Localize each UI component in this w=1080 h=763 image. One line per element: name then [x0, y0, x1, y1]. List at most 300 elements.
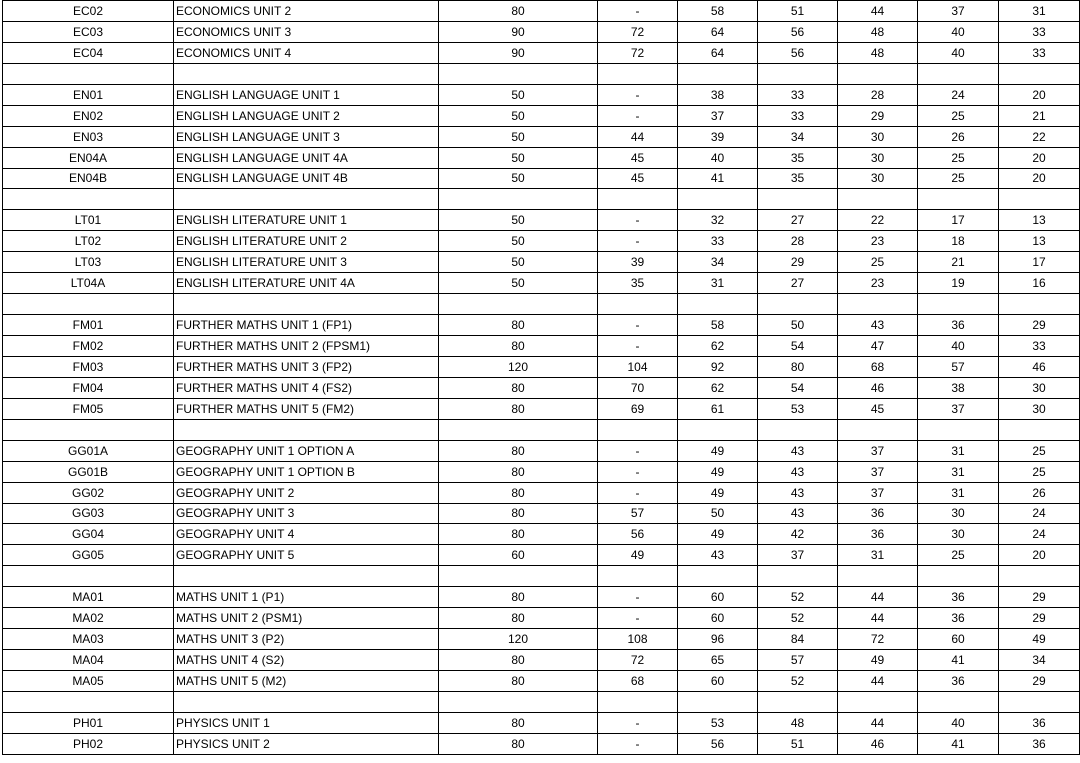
grade-e-cell: 34 [999, 650, 1080, 671]
grade-c-cell: 30 [838, 126, 918, 147]
max-mark-cell: 80 [439, 461, 598, 482]
grade-e-cell: 20 [999, 545, 1080, 566]
max-mark-cell: 80 [439, 671, 598, 692]
a-star-cell [598, 691, 678, 712]
table-row [3, 168, 1080, 189]
grade-d-cell [918, 691, 999, 712]
table-row [3, 105, 1080, 126]
grade-a-cell: 49 [678, 482, 758, 503]
grade-e-cell: 36 [999, 733, 1080, 754]
unit-code-cell [3, 691, 174, 712]
table-row [3, 84, 1080, 105]
a-star-cell: 57 [598, 503, 678, 524]
grade-d-cell [918, 63, 999, 84]
max-mark-cell: 80 [439, 315, 598, 336]
grade-d-cell: 60 [918, 629, 999, 650]
grade-a-cell [678, 566, 758, 587]
table-row [3, 461, 1080, 482]
a-star-cell: 70 [598, 377, 678, 398]
unit-code-cell: FM05 [3, 398, 174, 419]
grade-a-cell: 49 [678, 524, 758, 545]
grade-e-cell: 30 [999, 377, 1080, 398]
unit-code-cell [3, 63, 174, 84]
unit-title-cell: ENGLISH LANGUAGE UNIT 2 [174, 105, 439, 126]
grade-a-cell: 58 [678, 1, 758, 22]
grade-e-cell: 26 [999, 482, 1080, 503]
table-row [3, 315, 1080, 336]
grade-b-cell: 35 [758, 168, 838, 189]
grade-a-cell: 33 [678, 231, 758, 252]
max-mark-cell: 50 [439, 105, 598, 126]
grade-c-cell: 44 [838, 587, 918, 608]
grade-e-cell: 25 [999, 440, 1080, 461]
unit-code-cell [3, 294, 174, 315]
grade-b-cell: 54 [758, 336, 838, 357]
table-row [3, 231, 1080, 252]
a-star-cell: - [598, 482, 678, 503]
grade-c-cell: 49 [838, 650, 918, 671]
grade-c-cell: 46 [838, 377, 918, 398]
unit-code-cell: EC04 [3, 42, 174, 63]
table-row [3, 440, 1080, 461]
unit-code-cell [3, 566, 174, 587]
max-mark-cell: 90 [439, 42, 598, 63]
max-mark-cell: 80 [439, 608, 598, 629]
grade-b-cell: 34 [758, 126, 838, 147]
table-row [3, 377, 1080, 398]
grade-b-cell: 33 [758, 84, 838, 105]
grade-b-cell [758, 294, 838, 315]
unit-title-cell: ENGLISH LITERATURE UNIT 4A [174, 273, 439, 294]
unit-code-cell: MA02 [3, 608, 174, 629]
grade-b-cell [758, 189, 838, 210]
unit-title-cell: MATHS UNIT 3 (P2) [174, 629, 439, 650]
table-row [3, 252, 1080, 273]
grade-a-cell: 65 [678, 650, 758, 671]
grade-e-cell: 29 [999, 671, 1080, 692]
a-star-cell: 104 [598, 356, 678, 377]
unit-title-cell [174, 566, 439, 587]
grade-e-cell: 24 [999, 503, 1080, 524]
grade-c-cell: 44 [838, 608, 918, 629]
a-star-cell: 35 [598, 273, 678, 294]
unit-code-cell: PH02 [3, 733, 174, 754]
grade-d-cell: 25 [918, 545, 999, 566]
a-star-cell: 72 [598, 650, 678, 671]
table-row [3, 1, 1080, 22]
unit-code-cell: GG01A [3, 440, 174, 461]
unit-code-cell: LT04A [3, 273, 174, 294]
a-star-cell: 108 [598, 629, 678, 650]
grade-b-cell: 37 [758, 545, 838, 566]
unit-title-cell [174, 419, 439, 440]
grade-c-cell: 36 [838, 503, 918, 524]
grade-b-cell: 50 [758, 315, 838, 336]
grade-b-cell: 33 [758, 105, 838, 126]
grade-c-cell: 47 [838, 336, 918, 357]
grade-c-cell: 37 [838, 461, 918, 482]
grade-e-cell: 36 [999, 712, 1080, 733]
grade-d-cell: 25 [918, 105, 999, 126]
grade-c-cell [838, 294, 918, 315]
table-row [3, 21, 1080, 42]
max-mark-cell: 50 [439, 147, 598, 168]
grade-d-cell: 57 [918, 356, 999, 377]
a-star-cell: - [598, 733, 678, 754]
grade-e-cell: 13 [999, 231, 1080, 252]
unit-code-cell: LT01 [3, 210, 174, 231]
grade-e-cell: 33 [999, 336, 1080, 357]
grade-c-cell [838, 419, 918, 440]
max-mark-cell: 50 [439, 210, 598, 231]
grade-b-cell: 53 [758, 398, 838, 419]
unit-code-cell: GG01B [3, 461, 174, 482]
grade-a-cell [678, 419, 758, 440]
unit-title-cell: GEOGRAPHY UNIT 1 OPTION A [174, 440, 439, 461]
grade-a-cell: 37 [678, 105, 758, 126]
table-row [3, 545, 1080, 566]
unit-code-cell: EN02 [3, 105, 174, 126]
grade-a-cell: 32 [678, 210, 758, 231]
grade-b-cell: 27 [758, 210, 838, 231]
table-row [3, 336, 1080, 357]
table-row [3, 671, 1080, 692]
grade-e-cell [999, 63, 1080, 84]
table-row [3, 210, 1080, 231]
grade-a-cell: 64 [678, 21, 758, 42]
grade-c-cell: 30 [838, 147, 918, 168]
grade-c-cell: 29 [838, 105, 918, 126]
unit-code-cell: GG03 [3, 503, 174, 524]
unit-code-cell [3, 189, 174, 210]
grade-a-cell: 53 [678, 712, 758, 733]
max-mark-cell: 80 [439, 336, 598, 357]
grade-d-cell: 40 [918, 42, 999, 63]
unit-title-cell: ENGLISH LANGUAGE UNIT 3 [174, 126, 439, 147]
grade-d-cell: 40 [918, 21, 999, 42]
a-star-cell: 72 [598, 21, 678, 42]
a-star-cell: 39 [598, 252, 678, 273]
grade-a-cell: 60 [678, 608, 758, 629]
grade-c-cell: 45 [838, 398, 918, 419]
unit-code-cell: MA05 [3, 671, 174, 692]
max-mark-cell: 50 [439, 252, 598, 273]
unit-code-cell: EC02 [3, 1, 174, 22]
max-mark-cell: 80 [439, 733, 598, 754]
grade-b-cell: 43 [758, 440, 838, 461]
a-star-cell: - [598, 210, 678, 231]
grade-c-cell: 44 [838, 671, 918, 692]
grade-d-cell: 41 [918, 650, 999, 671]
max-mark-cell [439, 63, 598, 84]
unit-title-cell: MATHS UNIT 2 (PSM1) [174, 608, 439, 629]
unit-title-cell [174, 294, 439, 315]
a-star-cell: - [598, 315, 678, 336]
max-mark-cell: 80 [439, 650, 598, 671]
spacer-row [3, 691, 1080, 712]
max-mark-cell: 80 [439, 1, 598, 22]
unit-title-cell: ECONOMICS UNIT 3 [174, 21, 439, 42]
grade-c-cell: 28 [838, 84, 918, 105]
grade-d-cell: 30 [918, 503, 999, 524]
max-mark-cell [439, 691, 598, 712]
grade-b-cell: 51 [758, 733, 838, 754]
grade-b-cell: 56 [758, 42, 838, 63]
a-star-cell [598, 419, 678, 440]
max-mark-cell: 50 [439, 273, 598, 294]
a-star-cell: 45 [598, 147, 678, 168]
grade-c-cell: 25 [838, 252, 918, 273]
grade-d-cell: 30 [918, 524, 999, 545]
unit-title-cell [174, 63, 439, 84]
grade-e-cell: 33 [999, 42, 1080, 63]
grade-b-cell: 52 [758, 608, 838, 629]
a-star-cell: - [598, 440, 678, 461]
grade-b-cell: 56 [758, 21, 838, 42]
grade-c-cell: 36 [838, 524, 918, 545]
a-star-cell: - [598, 336, 678, 357]
grade-c-cell: 46 [838, 733, 918, 754]
grade-c-cell: 43 [838, 315, 918, 336]
a-star-cell: 72 [598, 42, 678, 63]
grade-b-cell: 48 [758, 712, 838, 733]
grade-a-cell: 64 [678, 42, 758, 63]
unit-code-cell: FM03 [3, 356, 174, 377]
unit-title-cell: ENGLISH LITERATURE UNIT 3 [174, 252, 439, 273]
grade-b-cell: 43 [758, 482, 838, 503]
unit-code-cell: EN01 [3, 84, 174, 105]
grade-a-cell: 49 [678, 440, 758, 461]
unit-title-cell: MATHS UNIT 4 (S2) [174, 650, 439, 671]
grade-b-cell [758, 63, 838, 84]
grade-b-cell: 43 [758, 461, 838, 482]
table-row [3, 524, 1080, 545]
a-star-cell [598, 189, 678, 210]
a-star-cell: 45 [598, 168, 678, 189]
grade-boundaries-table [2, 0, 1080, 755]
grade-a-cell: 92 [678, 356, 758, 377]
unit-code-cell: EC03 [3, 21, 174, 42]
grade-d-cell: 36 [918, 671, 999, 692]
max-mark-cell: 80 [439, 482, 598, 503]
max-mark-cell: 80 [439, 524, 598, 545]
unit-code-cell: LT02 [3, 231, 174, 252]
table-row [3, 608, 1080, 629]
spacer-row [3, 294, 1080, 315]
max-mark-cell [439, 294, 598, 315]
unit-title-cell: FURTHER MATHS UNIT 5 (FM2) [174, 398, 439, 419]
grade-e-cell: 22 [999, 126, 1080, 147]
grade-a-cell: 49 [678, 461, 758, 482]
unit-title-cell: ENGLISH LANGUAGE UNIT 1 [174, 84, 439, 105]
max-mark-cell: 80 [439, 440, 598, 461]
grade-a-cell: 58 [678, 315, 758, 336]
a-star-cell [598, 294, 678, 315]
max-mark-cell: 80 [439, 587, 598, 608]
table-row [3, 126, 1080, 147]
unit-code-cell: LT03 [3, 252, 174, 273]
unit-title-cell: ENGLISH LANGUAGE UNIT 4B [174, 168, 439, 189]
unit-code-cell: GG04 [3, 524, 174, 545]
unit-code-cell: EN04A [3, 147, 174, 168]
grade-e-cell: 24 [999, 524, 1080, 545]
max-mark-cell: 60 [439, 545, 598, 566]
a-star-cell: - [598, 712, 678, 733]
grade-c-cell [838, 691, 918, 712]
max-mark-cell: 50 [439, 126, 598, 147]
a-star-cell: 68 [598, 671, 678, 692]
grade-e-cell [999, 419, 1080, 440]
grade-c-cell: 48 [838, 21, 918, 42]
max-mark-cell: 120 [439, 629, 598, 650]
a-star-cell: 56 [598, 524, 678, 545]
table-row [3, 482, 1080, 503]
max-mark-cell: 80 [439, 712, 598, 733]
table-row [3, 273, 1080, 294]
unit-title-cell: FURTHER MATHS UNIT 3 (FP2) [174, 356, 439, 377]
grade-e-cell: 29 [999, 587, 1080, 608]
max-mark-cell [439, 566, 598, 587]
unit-title-cell: ECONOMICS UNIT 2 [174, 1, 439, 22]
table-row [3, 587, 1080, 608]
grade-e-cell: 31 [999, 1, 1080, 22]
spacer-row [3, 189, 1080, 210]
max-mark-cell: 50 [439, 231, 598, 252]
grade-d-cell [918, 294, 999, 315]
grade-b-cell: 51 [758, 1, 838, 22]
table-row [3, 42, 1080, 63]
grade-d-cell: 36 [918, 315, 999, 336]
grade-a-cell: 43 [678, 545, 758, 566]
a-star-cell: 49 [598, 545, 678, 566]
grade-a-cell: 61 [678, 398, 758, 419]
grade-c-cell: 44 [838, 1, 918, 22]
grade-b-cell: 28 [758, 231, 838, 252]
grade-a-cell: 60 [678, 671, 758, 692]
unit-title-cell: ENGLISH LITERATURE UNIT 1 [174, 210, 439, 231]
unit-code-cell: MA01 [3, 587, 174, 608]
grade-d-cell: 17 [918, 210, 999, 231]
unit-code-cell [3, 419, 174, 440]
unit-code-cell: FM04 [3, 377, 174, 398]
grade-b-cell: 29 [758, 252, 838, 273]
grade-e-cell: 46 [999, 356, 1080, 377]
grade-b-cell [758, 691, 838, 712]
grade-c-cell: 37 [838, 440, 918, 461]
grade-b-cell: 52 [758, 671, 838, 692]
grade-a-cell: 60 [678, 587, 758, 608]
a-star-cell: - [598, 608, 678, 629]
grade-c-cell: 68 [838, 356, 918, 377]
grade-d-cell: 24 [918, 84, 999, 105]
grade-d-cell: 37 [918, 398, 999, 419]
grade-b-cell [758, 566, 838, 587]
max-mark-cell: 120 [439, 356, 598, 377]
grade-a-cell: 34 [678, 252, 758, 273]
grade-e-cell: 20 [999, 168, 1080, 189]
spacer-row [3, 63, 1080, 84]
grade-d-cell: 31 [918, 440, 999, 461]
grade-b-cell: 80 [758, 356, 838, 377]
unit-title-cell: FURTHER MATHS UNIT 2 (FPSM1) [174, 336, 439, 357]
grade-e-cell: 13 [999, 210, 1080, 231]
max-mark-cell [439, 419, 598, 440]
grade-b-cell: 84 [758, 629, 838, 650]
grade-c-cell: 23 [838, 231, 918, 252]
grade-d-cell: 38 [918, 377, 999, 398]
grade-c-cell [838, 63, 918, 84]
a-star-cell: 69 [598, 398, 678, 419]
unit-title-cell: FURTHER MATHS UNIT 1 (FP1) [174, 315, 439, 336]
grade-e-cell: 30 [999, 398, 1080, 419]
grade-e-cell: 21 [999, 105, 1080, 126]
grade-e-cell: 49 [999, 629, 1080, 650]
grade-d-cell: 18 [918, 231, 999, 252]
grade-a-cell: 62 [678, 377, 758, 398]
table-row [3, 733, 1080, 754]
grade-c-cell: 31 [838, 545, 918, 566]
grade-a-cell: 38 [678, 84, 758, 105]
a-star-cell: - [598, 461, 678, 482]
unit-code-cell: EN03 [3, 126, 174, 147]
grade-c-cell: 72 [838, 629, 918, 650]
unit-code-cell: GG05 [3, 545, 174, 566]
grade-a-cell [678, 691, 758, 712]
unit-title-cell: MATHS UNIT 5 (M2) [174, 671, 439, 692]
table-row [3, 147, 1080, 168]
grade-b-cell: 52 [758, 587, 838, 608]
grade-a-cell: 31 [678, 273, 758, 294]
max-mark-cell: 80 [439, 377, 598, 398]
grade-e-cell [999, 691, 1080, 712]
grade-c-cell: 23 [838, 273, 918, 294]
grade-d-cell: 40 [918, 712, 999, 733]
grade-e-cell: 17 [999, 252, 1080, 273]
grade-c-cell [838, 189, 918, 210]
grade-a-cell: 39 [678, 126, 758, 147]
grade-a-cell [678, 189, 758, 210]
max-mark-cell: 80 [439, 503, 598, 524]
unit-title-cell: GEOGRAPHY UNIT 3 [174, 503, 439, 524]
grade-b-cell: 42 [758, 524, 838, 545]
table-row [3, 712, 1080, 733]
grade-d-cell: 25 [918, 147, 999, 168]
unit-code-cell: FM02 [3, 336, 174, 357]
grade-d-cell: 19 [918, 273, 999, 294]
grade-d-cell: 31 [918, 482, 999, 503]
grade-e-cell: 29 [999, 608, 1080, 629]
grade-b-cell [758, 419, 838, 440]
grade-e-cell: 25 [999, 461, 1080, 482]
grade-a-cell: 96 [678, 629, 758, 650]
grade-c-cell [838, 566, 918, 587]
grade-d-cell: 37 [918, 1, 999, 22]
a-star-cell: - [598, 84, 678, 105]
a-star-cell [598, 566, 678, 587]
grade-d-cell: 36 [918, 587, 999, 608]
unit-code-cell: EN04B [3, 168, 174, 189]
unit-code-cell: PH01 [3, 712, 174, 733]
unit-title-cell: PHYSICS UNIT 1 [174, 712, 439, 733]
table-body [3, 1, 1080, 755]
grade-e-cell: 20 [999, 84, 1080, 105]
unit-title-cell [174, 189, 439, 210]
a-star-cell: - [598, 231, 678, 252]
grade-a-cell: 50 [678, 503, 758, 524]
unit-title-cell: PHYSICS UNIT 2 [174, 733, 439, 754]
a-star-cell [598, 63, 678, 84]
grade-d-cell [918, 419, 999, 440]
